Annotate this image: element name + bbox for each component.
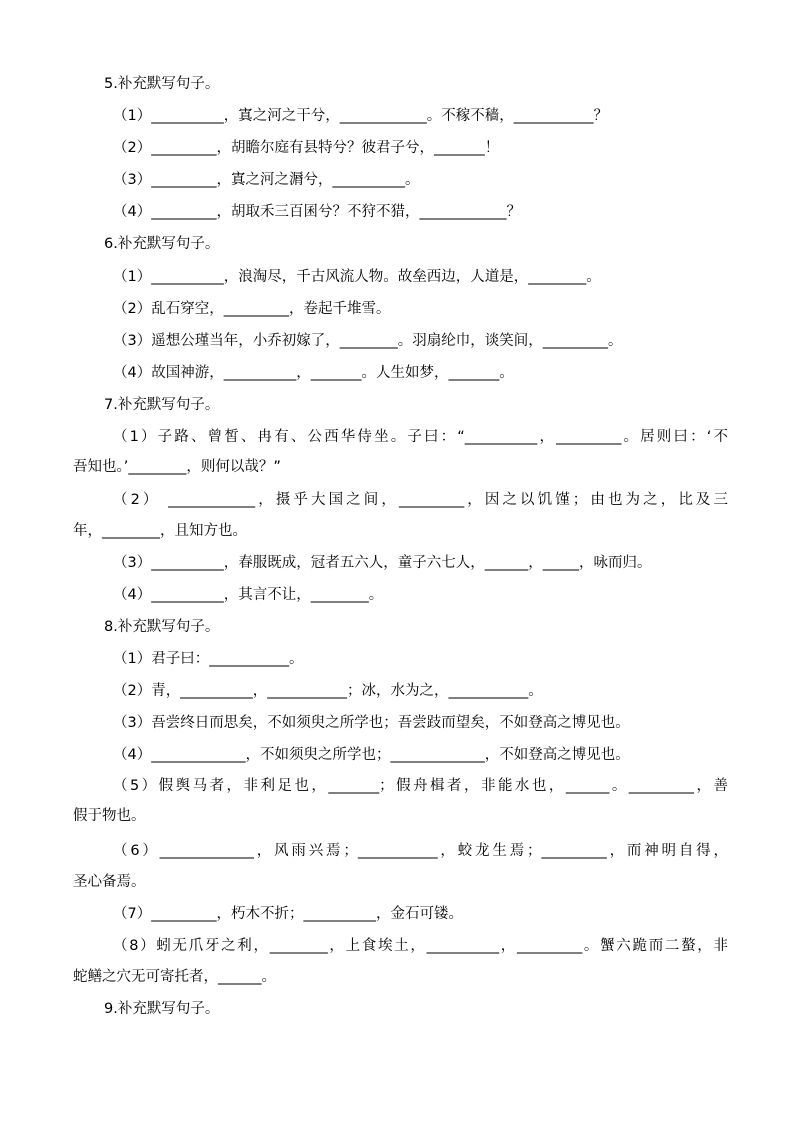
q7-item-2-cont: 年，________，且知方也。 — [73, 523, 247, 539]
q5-item-3: （3）_________，寘之河之漘兮，__________。 — [113, 172, 420, 188]
q7-item-2: （2） ____________，摄乎大国之间，_________，因之以饥馑；由也为之，比及三 — [113, 492, 728, 508]
q5-item-4: （4）_________，胡取禾三百囷兮？不狩不猎，____________？ — [113, 204, 521, 220]
question-5-title: 5.补充默写句子。 — [104, 76, 220, 92]
q8-item-7: （7）_________，朽木不折；__________，金石可镂。 — [113, 906, 463, 922]
q6-item-3: （3）遥想公瑾当年，小乔初嫁了，________。羽扇纶巾，谈笑间，_________。 — [113, 333, 623, 349]
q6-item-4: （4）故国神游，__________，_______。人生如梦，_______。 — [113, 365, 514, 381]
q7-item-3: （3）__________，春服既成，冠者五六人，童子六七人，______，_____，咏而归。 — [113, 555, 652, 571]
q8-item-6: （6）_____________，风雨兴焉；___________，蛟龙生焉；_________，而神明自得， — [113, 843, 728, 859]
q5-item-1: （1）__________，寘之河之干兮，____________。不稼不穑，___________？ — [113, 108, 608, 124]
q8-item-2: （2）青，__________，___________；冰，水为之，___________。 — [113, 683, 543, 699]
q8-item-1: （1）君子曰：___________。 — [113, 651, 304, 667]
q8-item-8: （8）蚓无爪牙之利，________，上食埃土，__________，_________。蟹六跪而二螯，非 — [113, 938, 728, 954]
q8-item-5-cont: 假于物也。 — [73, 808, 146, 824]
q8-item-3: （3）吾尝终日而思矣，不如须臾之所学也；吾尝跂而望矣，不如登高之博见也。 — [113, 715, 630, 731]
question-6-title: 6.补充默写句子。 — [104, 236, 220, 252]
q6-item-1: （1）__________，浪淘尽，千古风流人物。故垒西边，人道是，________。 — [113, 269, 601, 285]
q7-item-1: （1）子路、曾皙、冉有、公西华侍坐。子曰：“__________，_________。居则曰：‘不 — [113, 429, 728, 445]
q8-item-5: （5）假舆马者，非利足也，_______；假舟楫者，非能水也，______。_________，善 — [113, 778, 728, 794]
q5-item-2: （2）_________，胡瞻尔庭有县特兮？彼君子兮，_______！ — [113, 140, 500, 156]
q7-item-4: （4）__________，其言不让，________。 — [113, 587, 384, 603]
question-9-title: 9.补充默写句子。 — [104, 1001, 220, 1017]
q8-item-8-cont: 蛇鳝之穴无可寄托者，______。 — [73, 969, 276, 985]
q8-item-4: （4）_____________，不如须臾之所学也；_____________，不如登高之博见也。 — [113, 747, 630, 763]
question-7-title: 7.补充默写句子。 — [104, 397, 220, 413]
q7-item-1-cont: 吾知也。’________，则何以哉？” — [73, 459, 281, 475]
question-8-title: 8.补充默写句子。 — [104, 619, 220, 635]
q6-item-2: （2）乱石穿空，_________，卷起千堆雪。 — [113, 301, 391, 317]
q8-item-6-cont: 圣心备焉。 — [73, 874, 146, 890]
